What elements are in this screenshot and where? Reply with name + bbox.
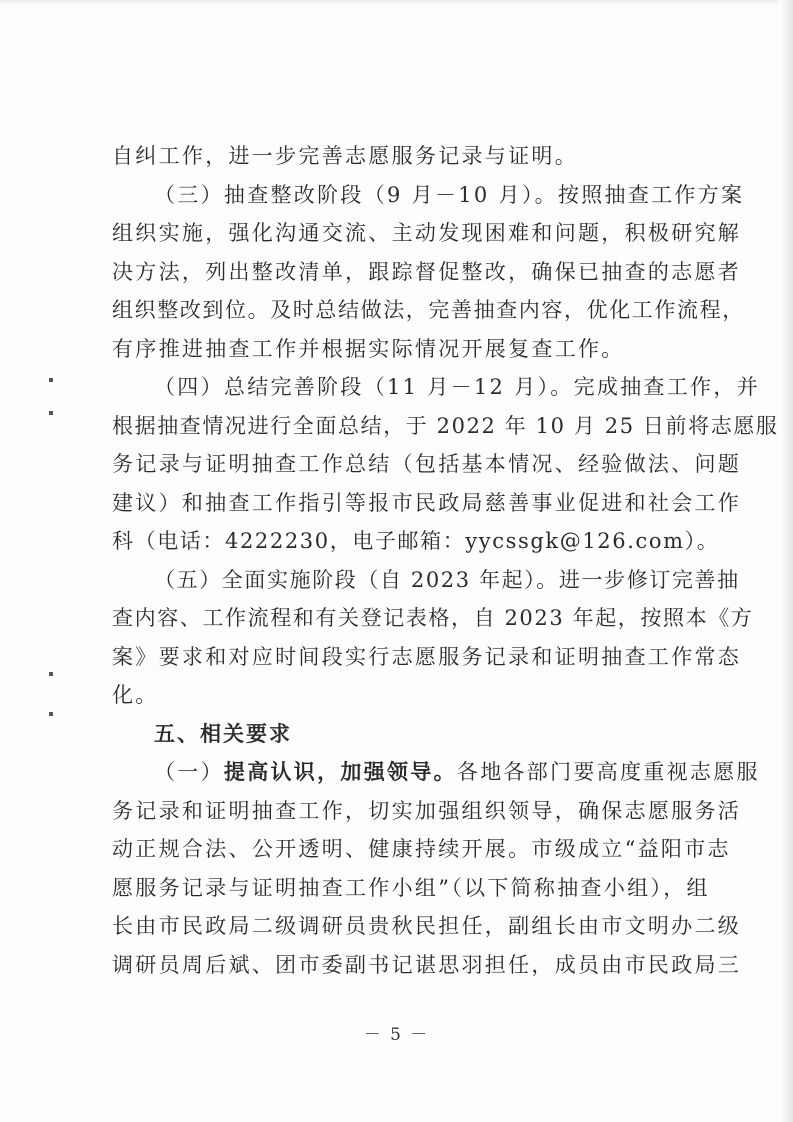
paragraph-line: 长由市民政局二级调研员贵秋民担任，副组长由市文明办二级 — [112, 914, 742, 938]
page-number: － 5 － — [363, 1025, 430, 1045]
paragraph-line: 愿服务记录与证明抽查工作小组”（以下简称抽查小组），组 — [112, 875, 710, 900]
paragraph-line: （三）抽查整改阶段（9 月－10 月）。按照抽查工作方案 — [154, 182, 745, 207]
scan-mark — [49, 712, 53, 716]
scan-mark — [49, 672, 53, 676]
section-heading: 五、相关要求 — [154, 721, 292, 746]
paragraph-line — [112, 753, 760, 792]
subsection-title: 提高认识，加强领导。 — [223, 760, 457, 784]
paragraph-line: 自纠工作，进一步完善志愿服务记录与证明。 — [112, 144, 578, 168]
paragraph-line: 决方法，列出整改清单，跟踪督促整改，确保已抽查的志愿者 — [112, 259, 742, 284]
paragraph-line: 动正规合法、公开透明、健康持续开展。市级成立“益阳市志 — [112, 837, 731, 861]
scan-edge-top — [0, 0, 793, 6]
paragraph-line: 科（电话：4222230，电子邮箱：yycssgk@126.com）。 — [112, 529, 720, 553]
paragraph-line: 组织整改到位。及时总结做法，完善抽查内容，优化工作流程， — [112, 298, 745, 322]
paragraph-line: 查内容、工作流程和有关登记表格，自 2023 年起，按照本《方 — [112, 606, 754, 630]
paragraph-line: 案》要求和对应时间段实行志愿服务记录和证明抽查工作常态 — [112, 644, 742, 669]
subsection-number: （一） — [154, 760, 224, 784]
scan-edge-right — [779, 0, 793, 1122]
body-text — [112, 137, 779, 984]
paragraph-line: 务记录和证明抽查工作，切实加强组织领导，确保志愿服务活 — [112, 798, 742, 823]
scan-mark — [49, 378, 53, 382]
paragraph-line: 化。 — [112, 683, 159, 707]
paragraph-line: 根据抽查情况进行全面总结，于 2022 年 10 月 25 日前将志愿服 — [112, 413, 779, 438]
scan-mark — [49, 411, 53, 415]
paragraph-line: （四）总结完善阶段（11 月－12 月）。完成抽查工作，并 — [154, 375, 760, 399]
paragraph-line: 调研员周后斌、团市委副书记谌思羽担任，成员由市民政局三 — [112, 952, 742, 977]
paragraph-line: 务记录与证明抽查工作总结（包括基本情况、经验做法、问题 — [112, 452, 742, 476]
paragraph-line: 组织实施，强化沟通交流、主动发现困难和问题，积极研究解 — [112, 221, 742, 245]
paragraph-line: （五）全面实施阶段（自 2023 年起）。进一步修订完善抽 — [154, 567, 740, 592]
paragraph-line: 建议）和抽查工作指引等报市民政局慈善事业促进和社会工作 — [112, 490, 742, 515]
paragraph-text: 各地各部门要高度重视志愿服 — [456, 760, 760, 784]
paragraph-line: 有序推进抽查工作并根据实际情况开展复查工作。 — [112, 336, 625, 361]
